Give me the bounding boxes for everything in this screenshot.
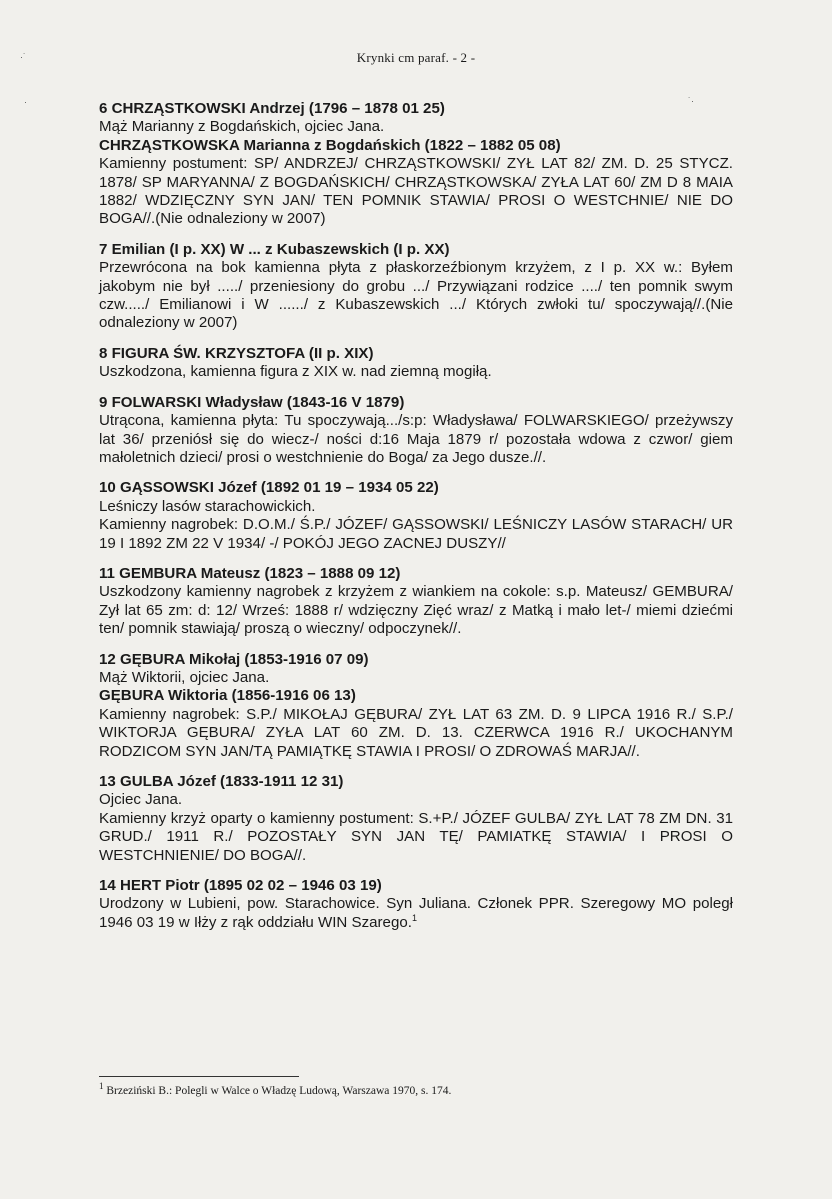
entry-title: 11 GEMBURA Mateusz (1823 – 1888 09 12) — [99, 564, 401, 582]
entry-title: 9 FOLWARSKI Władysław (1843-16 V 1879) — [99, 393, 405, 411]
footnote-mark: 1 — [99, 1081, 104, 1092]
entry-text: Mąż Wiktorii, ojciec Jana. — [99, 668, 270, 686]
footnote-divider — [99, 1076, 299, 1077]
entry-text: Uszkodzony kamienny nagrobek z krzyżem z wiankiem na cokole: s.p. Mateusz/ GEMBURA/ Zył lat 65 zm: d: 12/ Wrześ: 1888 r/ wdzięczny Zięć wraz/ z Matką i mało let-/ miemi dziećmi ten/ pomnik stawiają/ proszą o wieczny/ odpoczynek//. — [99, 583, 733, 638]
entry-13 — [99, 773, 733, 865]
entry-14 — [99, 877, 733, 932]
entry-text: Kamienny nagrobek: D.O.M./ Ś.P./ JÓZEF/ GĄSSOWSKI/ LEŚNICZY LASÓW STARACH/ UR 19 I 1892 ZM 22 V 1934/ -/ POKÓJ JEGO ZACNEJ DUSZY// — [99, 516, 733, 552]
entry-text: Mąż Marianny z Bogdańskich, ojciec Jana. — [99, 118, 385, 136]
entry-title: CHRZĄSTKOWSKA Marianna z Bogdańskich (1822 – 1882 05 08) — [99, 136, 561, 154]
entry-title: 10 GĄSSOWSKI Józef (1892 01 19 – 1934 05 22) — [99, 479, 439, 497]
entry-8 — [99, 345, 733, 382]
entry-title: 8 FIGURA ŚW. KRZYSZTOFA (II p. XIX) — [99, 344, 374, 362]
footnote — [99, 1081, 733, 1097]
entry-text: Leśniczy lasów starachowickich. — [99, 497, 316, 515]
entry-title: GĘBURA Wiktoria (1856-1916 06 13) — [99, 687, 356, 705]
footnote-text: Brzeziński B.: Polegli w Walce o Władzę Ludową, Warszawa 1970, s. 174. — [103, 1085, 452, 1097]
entry-text: Kamienny krzyż oparty o kamienny postument: S.+P./ JÓZEF GULBA/ ZYŁ LAT 78 ZM DN. 31 GRUD./ 1911 R./ POZOSTAŁY SYN JAN TĘ/ PAMIATKĘ STAWIA/ I PROSI O WESTCHNIENIE/ DO BOGA//. — [99, 809, 733, 864]
entry-text — [99, 895, 733, 932]
entry-11 — [99, 565, 733, 639]
register-entries — [99, 100, 733, 944]
entry-text: Przewrócona na bok kamienna płyta z płaskorzeźbionym krzyżem, z I p. XX w.: Byłem jakobym nie był ...../ przeniesiony do grobu .../ Przywiązani rodzice ..../ ten pomnik swym czw...../ Emilianowi i W ....../ z Kubaszewskich .../ Których zwłoki tu/ spoczywają//.(Nie odnaleziony w 2007) — [99, 259, 733, 332]
entry-text: Ojciec Jana. — [99, 791, 183, 809]
entry-text: Kamienny nagrobek: S.P./ MIKOŁAJ GĘBURA/ ZYŁ LAT 63 ZM. D. 9 LIPCA 1916 R./ S.P./ WIKTORJA GĘBURA/ ZYŁA LAT 60 ZM. D. 13. CZERWCA 1916 R./ UKOCHANYM RODZICOM SYN JAN/TĄ PAMIĄTKĘ STAWIA I PROSI/ O ZDROWAŚ MARJA//. — [99, 705, 733, 760]
entry-7 — [99, 241, 733, 333]
entry-10 — [99, 479, 733, 553]
entry-title: 13 GULBA Józef (1833-1911 12 31) — [99, 773, 344, 790]
footnote-ref: 1 — [411, 912, 417, 923]
entry-text: Kamienny postument: SP/ ANDRZEJ/ CHRZĄSTKOWSKI/ ZYŁ LAT 82/ ZM. D. 25 STYCZ. 1878/ SP MARYANNA/ Z BOGDAŃSKICH/ CHRZĄSTKOWSKA/ ZYŁA LAT 60/ ZM D 8 MAIA 1882/ WDZIĘCZNY SYN JAN/ TEN POMNIK STAWIA/ PROSI O WESTCHNIE/ NIE DO BOGA//.(Nie odnaleziony w 2007) — [99, 155, 733, 228]
entry-text-body: Urodzony w Lubieni, pow. Starachowice. Syn Juliana. Członek PPR. Szeregowy MO poległ 1946 03 19 w Iłży z rąk oddziału WIN Szarego. — [99, 895, 733, 931]
scan-speck: ˙· — [688, 96, 694, 106]
entry-title: 6 CHRZĄSTKOWSKI Andrzej (1796 – 1878 01 25) — [99, 100, 445, 117]
entry-6 — [99, 100, 733, 229]
entry-text: Uszkodzona, kamienna figura z XIX w. nad ziemną mogiłą. — [99, 363, 492, 381]
scan-speck: · — [24, 97, 27, 107]
page-header: Krynki cm paraf. - 2 - — [356, 50, 476, 65]
entry-text: Utrącona, kamienna płyta: Tu spoczywają.../s:p: Władysława/ FOLWARSKIEGO/ przeżywszy lat 36/ przeniósł się do wiecz-/ ności d:16 Maja 1879 r/ pozostała wdowa z czwor/ giem małoletnich dzieci/ prosi o westchnienie do Boga/ za Jego dusze.//. — [99, 412, 733, 466]
entry-title: 7 Emilian (I p. XX) W ... z Kubaszewskich (I p. XX) — [99, 240, 450, 258]
entry-9 — [99, 394, 733, 468]
entry-12 — [99, 651, 733, 761]
scan-speck: ·˙ — [20, 52, 26, 62]
entry-title: 12 GĘBURA Mikołaj (1853-1916 07 09) — [99, 650, 369, 668]
entry-title: 14 HERT Piotr (1895 02 02 – 1946 03 19) — [99, 877, 382, 895]
